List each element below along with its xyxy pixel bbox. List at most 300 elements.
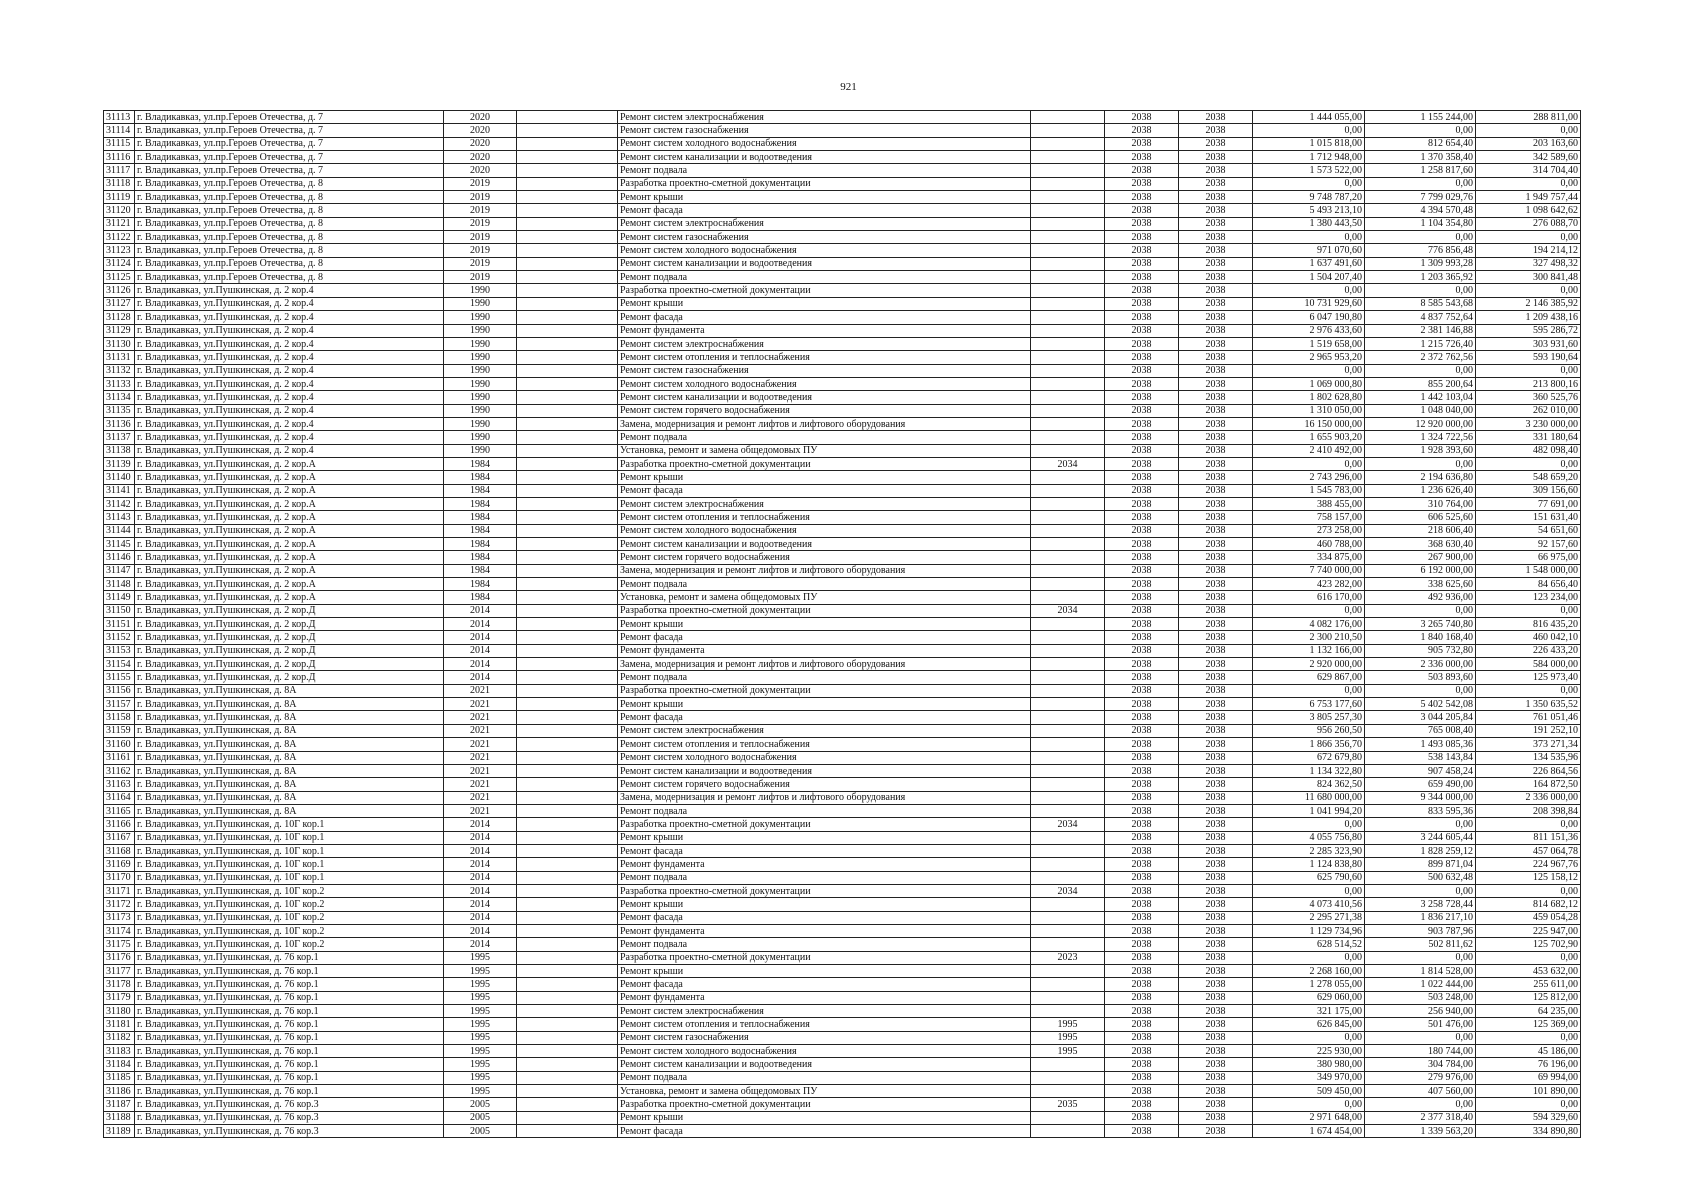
period-start-cell: 2038 bbox=[1105, 244, 1179, 257]
empty-cell bbox=[517, 484, 618, 497]
extra-year-cell bbox=[1031, 1111, 1105, 1124]
address-cell: г. Владикавказ, ул.Пушкинская, д. 2 кор.4 bbox=[135, 431, 444, 444]
extra-year-cell bbox=[1031, 271, 1105, 284]
amount-part-a-cell: 899 871,04 bbox=[1365, 858, 1476, 871]
period-start-cell: 2038 bbox=[1105, 1058, 1179, 1071]
amount-part-b-cell: 125 973,40 bbox=[1476, 671, 1581, 684]
year-cell: 1984 bbox=[444, 538, 517, 551]
address-cell: г. Владикавказ, ул.Пушкинская, д. 8А bbox=[135, 791, 444, 804]
table-row bbox=[104, 271, 1581, 284]
address-cell: г. Владикавказ, ул.пр.Героев Отечества, д. 7 bbox=[135, 164, 444, 177]
amount-total-cell: 0,00 bbox=[1253, 364, 1365, 377]
period-end-cell: 2038 bbox=[1179, 671, 1253, 684]
row-number-cell: 31176 bbox=[104, 951, 135, 964]
amount-part-a-cell: 492 936,00 bbox=[1365, 591, 1476, 604]
period-start-cell: 2038 bbox=[1105, 831, 1179, 844]
period-end-cell: 2038 bbox=[1179, 1045, 1253, 1058]
amount-total-cell: 672 679,80 bbox=[1253, 751, 1365, 764]
amount-part-b-cell: 84 656,40 bbox=[1476, 578, 1581, 591]
row-number-cell: 31186 bbox=[104, 1085, 135, 1098]
year-cell: 1990 bbox=[444, 311, 517, 324]
address-cell: г. Владикавказ, ул.Пушкинская, д. 8А bbox=[135, 724, 444, 737]
year-cell: 1995 bbox=[444, 1071, 517, 1084]
table-row bbox=[104, 1045, 1581, 1058]
extra-year-cell bbox=[1031, 711, 1105, 724]
year-cell: 1984 bbox=[444, 591, 517, 604]
work-type-cell: Разработка проектно-сметной документации bbox=[618, 604, 1031, 617]
period-start-cell: 2038 bbox=[1105, 111, 1179, 124]
address-cell: г. Владикавказ, ул.пр.Героев Отечества, д. 8 bbox=[135, 257, 444, 270]
amount-part-b-cell: 54 651,60 bbox=[1476, 524, 1581, 537]
amount-part-b-cell: 0,00 bbox=[1476, 951, 1581, 964]
amount-part-b-cell: 2 336 000,00 bbox=[1476, 791, 1581, 804]
table-row bbox=[104, 484, 1581, 497]
period-end-cell: 2038 bbox=[1179, 444, 1253, 457]
extra-year-cell bbox=[1031, 965, 1105, 978]
period-end-cell: 2038 bbox=[1179, 297, 1253, 310]
work-type-cell: Ремонт систем горячего водоснабжения bbox=[618, 404, 1031, 417]
extra-year-cell bbox=[1031, 631, 1105, 644]
amount-part-b-cell: 213 800,16 bbox=[1476, 377, 1581, 390]
amount-total-cell: 2 268 160,00 bbox=[1253, 965, 1365, 978]
amount-part-a-cell: 3 244 605,44 bbox=[1365, 831, 1476, 844]
amount-total-cell: 334 875,00 bbox=[1253, 551, 1365, 564]
period-end-cell: 2038 bbox=[1179, 778, 1253, 791]
year-cell: 1984 bbox=[444, 497, 517, 510]
amount-total-cell: 460 788,00 bbox=[1253, 538, 1365, 551]
amount-part-b-cell: 1 949 757,44 bbox=[1476, 191, 1581, 204]
extra-year-cell: 1995 bbox=[1031, 1018, 1105, 1031]
period-end-cell: 2038 bbox=[1179, 858, 1253, 871]
amount-part-b-cell: 303 931,60 bbox=[1476, 337, 1581, 350]
amount-part-a-cell: 1 370 358,40 bbox=[1365, 151, 1476, 164]
amount-part-a-cell: 4 394 570,48 bbox=[1365, 204, 1476, 217]
table-row bbox=[104, 151, 1581, 164]
address-cell: г. Владикавказ, ул.Пушкинская, д. 76 кор.1 bbox=[135, 978, 444, 991]
address-cell: г. Владикавказ, ул.Пушкинская, д. 8А bbox=[135, 711, 444, 724]
address-cell: г. Владикавказ, ул.Пушкинская, д. 10Г кор.1 bbox=[135, 818, 444, 831]
amount-part-b-cell: 482 098,40 bbox=[1476, 444, 1581, 457]
amount-part-b-cell: 203 163,60 bbox=[1476, 137, 1581, 150]
table-row bbox=[104, 417, 1581, 430]
empty-cell bbox=[517, 311, 618, 324]
amount-part-a-cell: 1 048 040,00 bbox=[1365, 404, 1476, 417]
table-row bbox=[104, 244, 1581, 257]
amount-part-a-cell: 304 784,00 bbox=[1365, 1058, 1476, 1071]
year-cell: 2005 bbox=[444, 1111, 517, 1124]
amount-part-b-cell: 191 252,10 bbox=[1476, 724, 1581, 737]
address-cell: г. Владикавказ, ул.пр.Героев Отечества, д. 8 bbox=[135, 217, 444, 230]
empty-cell bbox=[517, 177, 618, 190]
year-cell: 2019 bbox=[444, 257, 517, 270]
empty-cell bbox=[517, 204, 618, 217]
table-row bbox=[104, 751, 1581, 764]
period-start-cell: 2038 bbox=[1105, 644, 1179, 657]
amount-total-cell: 2 976 433,60 bbox=[1253, 324, 1365, 337]
year-cell: 2014 bbox=[444, 924, 517, 937]
period-start-cell: 2038 bbox=[1105, 751, 1179, 764]
period-start-cell: 2038 bbox=[1105, 524, 1179, 537]
row-number-cell: 31160 bbox=[104, 738, 135, 751]
amount-total-cell: 0,00 bbox=[1253, 818, 1365, 831]
table-row bbox=[104, 764, 1581, 777]
extra-year-cell bbox=[1031, 337, 1105, 350]
amount-part-b-cell: 66 975,00 bbox=[1476, 551, 1581, 564]
row-number-cell: 31136 bbox=[104, 417, 135, 430]
period-end-cell: 2038 bbox=[1179, 831, 1253, 844]
empty-cell bbox=[517, 644, 618, 657]
extra-year-cell bbox=[1031, 137, 1105, 150]
row-number-cell: 31181 bbox=[104, 1018, 135, 1031]
empty-cell bbox=[517, 844, 618, 857]
year-cell: 2014 bbox=[444, 898, 517, 911]
table-row bbox=[104, 217, 1581, 230]
amount-part-a-cell: 855 200,64 bbox=[1365, 377, 1476, 390]
work-type-cell: Разработка проектно-сметной документации bbox=[618, 884, 1031, 897]
year-cell: 2005 bbox=[444, 1098, 517, 1111]
period-start-cell: 2038 bbox=[1105, 324, 1179, 337]
amount-total-cell: 0,00 bbox=[1253, 457, 1365, 470]
amount-part-b-cell: 300 841,48 bbox=[1476, 271, 1581, 284]
work-type-cell: Ремонт фундамента bbox=[618, 858, 1031, 871]
amount-total-cell: 2 743 296,00 bbox=[1253, 471, 1365, 484]
year-cell: 2019 bbox=[444, 217, 517, 230]
amount-part-a-cell: 267 900,00 bbox=[1365, 551, 1476, 564]
period-start-cell: 2038 bbox=[1105, 978, 1179, 991]
amount-part-b-cell: 1 098 642,62 bbox=[1476, 204, 1581, 217]
extra-year-cell bbox=[1031, 898, 1105, 911]
work-type-cell: Ремонт фасада bbox=[618, 978, 1031, 991]
amount-part-b-cell: 595 286,72 bbox=[1476, 324, 1581, 337]
row-number-cell: 31121 bbox=[104, 217, 135, 230]
amount-total-cell: 0,00 bbox=[1253, 684, 1365, 697]
extra-year-cell bbox=[1031, 1058, 1105, 1071]
table-row bbox=[104, 457, 1581, 470]
amount-part-b-cell: 151 631,40 bbox=[1476, 511, 1581, 524]
empty-cell bbox=[517, 738, 618, 751]
row-number-cell: 31177 bbox=[104, 965, 135, 978]
amount-part-b-cell: 69 994,00 bbox=[1476, 1071, 1581, 1084]
amount-total-cell: 1 069 000,80 bbox=[1253, 377, 1365, 390]
amount-part-b-cell: 2 146 385,92 bbox=[1476, 297, 1581, 310]
period-end-cell: 2038 bbox=[1179, 591, 1253, 604]
amount-part-a-cell: 1 324 722,56 bbox=[1365, 431, 1476, 444]
empty-cell bbox=[517, 471, 618, 484]
period-start-cell: 2038 bbox=[1105, 618, 1179, 631]
table-row bbox=[104, 1071, 1581, 1084]
amount-total-cell: 629 060,00 bbox=[1253, 991, 1365, 1004]
period-start-cell: 2038 bbox=[1105, 844, 1179, 857]
row-number-cell: 31150 bbox=[104, 604, 135, 617]
work-type-cell: Ремонт систем электроснабжения bbox=[618, 111, 1031, 124]
amount-part-b-cell: 816 435,20 bbox=[1476, 618, 1581, 631]
amount-part-b-cell: 224 967,76 bbox=[1476, 858, 1581, 871]
work-type-cell: Установка, ремонт и замена общедомовых ПУ bbox=[618, 591, 1031, 604]
year-cell: 2021 bbox=[444, 684, 517, 697]
amount-total-cell: 1 573 522,00 bbox=[1253, 164, 1365, 177]
year-cell: 2014 bbox=[444, 658, 517, 671]
table-row bbox=[104, 164, 1581, 177]
period-end-cell: 2038 bbox=[1179, 151, 1253, 164]
amount-total-cell: 2 965 953,20 bbox=[1253, 351, 1365, 364]
amount-part-b-cell: 548 659,20 bbox=[1476, 471, 1581, 484]
year-cell: 1995 bbox=[444, 1005, 517, 1018]
extra-year-cell bbox=[1031, 551, 1105, 564]
extra-year-cell bbox=[1031, 484, 1105, 497]
address-cell: г. Владикавказ, ул.Пушкинская, д. 2 кор.4 bbox=[135, 364, 444, 377]
table-row bbox=[104, 137, 1581, 150]
row-number-cell: 31179 bbox=[104, 991, 135, 1004]
period-start-cell: 2038 bbox=[1105, 297, 1179, 310]
extra-year-cell bbox=[1031, 257, 1105, 270]
amount-total-cell: 0,00 bbox=[1253, 124, 1365, 137]
empty-cell bbox=[517, 511, 618, 524]
period-end-cell: 2038 bbox=[1179, 924, 1253, 937]
work-type-cell: Ремонт подвала bbox=[618, 271, 1031, 284]
table-row bbox=[104, 578, 1581, 591]
work-type-cell: Ремонт систем электроснабжения bbox=[618, 1005, 1031, 1018]
amount-part-b-cell: 594 329,60 bbox=[1476, 1111, 1581, 1124]
period-end-cell: 2038 bbox=[1179, 324, 1253, 337]
table-row bbox=[104, 524, 1581, 537]
period-end-cell: 2038 bbox=[1179, 618, 1253, 631]
amount-part-a-cell: 1 022 444,00 bbox=[1365, 978, 1476, 991]
empty-cell bbox=[517, 631, 618, 644]
amount-part-b-cell: 125 158,12 bbox=[1476, 871, 1581, 884]
work-type-cell: Замена, модернизация и ремонт лифтов и лифтового оборудования bbox=[618, 791, 1031, 804]
row-number-cell: 31157 bbox=[104, 698, 135, 711]
period-start-cell: 2038 bbox=[1105, 137, 1179, 150]
row-number-cell: 31116 bbox=[104, 151, 135, 164]
work-type-cell: Ремонт систем канализации и водоотведения bbox=[618, 151, 1031, 164]
address-cell: г. Владикавказ, ул.пр.Героев Отечества, д. 8 bbox=[135, 191, 444, 204]
amount-part-b-cell: 255 611,00 bbox=[1476, 978, 1581, 991]
address-cell: г. Владикавказ, ул.Пушкинская, д. 2 кор.Д bbox=[135, 618, 444, 631]
extra-year-cell bbox=[1031, 831, 1105, 844]
empty-cell bbox=[517, 324, 618, 337]
work-type-cell: Ремонт крыши bbox=[618, 471, 1031, 484]
address-cell: г. Владикавказ, ул.Пушкинская, д. 8А bbox=[135, 764, 444, 777]
amount-part-a-cell: 5 402 542,08 bbox=[1365, 698, 1476, 711]
amount-part-a-cell: 1 339 563,20 bbox=[1365, 1125, 1476, 1138]
amount-part-b-cell: 226 433,20 bbox=[1476, 644, 1581, 657]
year-cell: 2021 bbox=[444, 804, 517, 817]
row-number-cell: 31152 bbox=[104, 631, 135, 644]
work-type-cell: Ремонт фасада bbox=[618, 204, 1031, 217]
address-cell: г. Владикавказ, ул.Пушкинская, д. 76 кор.1 bbox=[135, 1071, 444, 1084]
amount-total-cell: 1 655 903,20 bbox=[1253, 431, 1365, 444]
work-type-cell: Ремонт фундамента bbox=[618, 924, 1031, 937]
table-row bbox=[104, 791, 1581, 804]
amount-part-a-cell: 502 811,62 bbox=[1365, 938, 1476, 951]
page-number: 921 bbox=[840, 81, 857, 93]
year-cell: 1995 bbox=[444, 978, 517, 991]
address-cell: г. Владикавказ, ул.Пушкинская, д. 76 кор.1 bbox=[135, 1031, 444, 1044]
empty-cell bbox=[517, 337, 618, 350]
period-end-cell: 2038 bbox=[1179, 457, 1253, 470]
year-cell: 1984 bbox=[444, 551, 517, 564]
table-body bbox=[104, 111, 1581, 1138]
table-row bbox=[104, 191, 1581, 204]
address-cell: г. Владикавказ, ул.Пушкинская, д. 2 кор.А bbox=[135, 578, 444, 591]
table-row bbox=[104, 1058, 1581, 1071]
period-start-cell: 2038 bbox=[1105, 1098, 1179, 1111]
amount-total-cell: 2 971 648,00 bbox=[1253, 1111, 1365, 1124]
period-end-cell: 2038 bbox=[1179, 578, 1253, 591]
extra-year-cell bbox=[1031, 858, 1105, 871]
period-start-cell: 2038 bbox=[1105, 417, 1179, 430]
row-number-cell: 31113 bbox=[104, 111, 135, 124]
empty-cell bbox=[517, 351, 618, 364]
address-cell: г. Владикавказ, ул.Пушкинская, д. 2 кор.4 bbox=[135, 417, 444, 430]
year-cell: 2019 bbox=[444, 244, 517, 257]
year-cell: 2014 bbox=[444, 644, 517, 657]
amount-part-b-cell: 360 525,76 bbox=[1476, 391, 1581, 404]
row-number-cell: 31139 bbox=[104, 457, 135, 470]
amount-part-b-cell: 288 811,00 bbox=[1476, 111, 1581, 124]
table-row bbox=[104, 511, 1581, 524]
extra-year-cell bbox=[1031, 738, 1105, 751]
period-end-cell: 2038 bbox=[1179, 738, 1253, 751]
row-number-cell: 31170 bbox=[104, 871, 135, 884]
extra-year-cell bbox=[1031, 564, 1105, 577]
address-cell: г. Владикавказ, ул.Пушкинская, д. 2 кор.Д bbox=[135, 671, 444, 684]
table-row bbox=[104, 1005, 1581, 1018]
empty-cell bbox=[517, 991, 618, 1004]
address-cell: г. Владикавказ, ул.Пушкинская, д. 8А bbox=[135, 751, 444, 764]
period-start-cell: 2038 bbox=[1105, 471, 1179, 484]
empty-cell bbox=[517, 764, 618, 777]
amount-total-cell: 423 282,00 bbox=[1253, 578, 1365, 591]
amount-total-cell: 1 712 948,00 bbox=[1253, 151, 1365, 164]
amount-part-a-cell: 2 381 146,88 bbox=[1365, 324, 1476, 337]
table-row bbox=[104, 684, 1581, 697]
amount-part-b-cell: 0,00 bbox=[1476, 457, 1581, 470]
table-row bbox=[104, 591, 1581, 604]
amount-part-a-cell: 1 814 528,00 bbox=[1365, 965, 1476, 978]
amount-part-a-cell: 218 606,40 bbox=[1365, 524, 1476, 537]
amount-part-b-cell: 208 398,84 bbox=[1476, 804, 1581, 817]
work-type-cell: Ремонт систем холодного водоснабжения bbox=[618, 1045, 1031, 1058]
period-end-cell: 2038 bbox=[1179, 1125, 1253, 1138]
extra-year-cell bbox=[1031, 311, 1105, 324]
year-cell: 2019 bbox=[444, 177, 517, 190]
table-row bbox=[104, 631, 1581, 644]
table-row bbox=[104, 1098, 1581, 1111]
extra-year-cell bbox=[1031, 1125, 1105, 1138]
period-start-cell: 2038 bbox=[1105, 591, 1179, 604]
address-cell: г. Владикавказ, ул.Пушкинская, д. 10Г кор.1 bbox=[135, 871, 444, 884]
amount-total-cell: 1 866 356,70 bbox=[1253, 738, 1365, 751]
period-end-cell: 2038 bbox=[1179, 564, 1253, 577]
amount-total-cell: 0,00 bbox=[1253, 231, 1365, 244]
empty-cell bbox=[517, 377, 618, 390]
row-number-cell: 31148 bbox=[104, 578, 135, 591]
period-end-cell: 2038 bbox=[1179, 204, 1253, 217]
amount-total-cell: 509 450,00 bbox=[1253, 1085, 1365, 1098]
extra-year-cell bbox=[1031, 991, 1105, 1004]
extra-year-cell bbox=[1031, 444, 1105, 457]
amount-part-b-cell: 0,00 bbox=[1476, 1098, 1581, 1111]
empty-cell bbox=[517, 684, 618, 697]
amount-part-a-cell: 905 732,80 bbox=[1365, 644, 1476, 657]
amount-part-a-cell: 833 595,36 bbox=[1365, 804, 1476, 817]
amount-part-a-cell: 1 442 103,04 bbox=[1365, 391, 1476, 404]
amount-part-b-cell: 262 010,00 bbox=[1476, 404, 1581, 417]
amount-part-b-cell: 194 214,12 bbox=[1476, 244, 1581, 257]
amount-total-cell: 824 362,50 bbox=[1253, 778, 1365, 791]
amount-part-b-cell: 1 209 438,16 bbox=[1476, 311, 1581, 324]
address-cell: г. Владикавказ, ул.Пушкинская, д. 8А bbox=[135, 698, 444, 711]
empty-cell bbox=[517, 257, 618, 270]
amount-total-cell: 625 790,60 bbox=[1253, 871, 1365, 884]
extra-year-cell bbox=[1031, 511, 1105, 524]
row-number-cell: 31171 bbox=[104, 884, 135, 897]
year-cell: 1995 bbox=[444, 1045, 517, 1058]
period-start-cell: 2038 bbox=[1105, 698, 1179, 711]
empty-cell bbox=[517, 1071, 618, 1084]
amount-part-a-cell: 812 654,40 bbox=[1365, 137, 1476, 150]
empty-cell bbox=[517, 1085, 618, 1098]
table-row bbox=[104, 778, 1581, 791]
empty-cell bbox=[517, 164, 618, 177]
period-start-cell: 2038 bbox=[1105, 1125, 1179, 1138]
year-cell: 2021 bbox=[444, 724, 517, 737]
period-start-cell: 2038 bbox=[1105, 898, 1179, 911]
extra-year-cell: 2023 bbox=[1031, 951, 1105, 964]
amount-total-cell: 1 041 994,20 bbox=[1253, 804, 1365, 817]
work-type-cell: Ремонт крыши bbox=[618, 898, 1031, 911]
year-cell: 2019 bbox=[444, 204, 517, 217]
table-row bbox=[104, 551, 1581, 564]
row-number-cell: 31117 bbox=[104, 164, 135, 177]
address-cell: г. Владикавказ, ул.пр.Героев Отечества, д. 7 bbox=[135, 137, 444, 150]
work-type-cell: Ремонт систем холодного водоснабжения bbox=[618, 137, 1031, 150]
address-cell: г. Владикавказ, ул.Пушкинская, д. 10Г кор.2 bbox=[135, 884, 444, 897]
amount-total-cell: 0,00 bbox=[1253, 1098, 1365, 1111]
address-cell: г. Владикавказ, ул.Пушкинская, д. 8А bbox=[135, 738, 444, 751]
work-type-cell: Ремонт систем отопления и теплоснабжения bbox=[618, 351, 1031, 364]
year-cell: 2014 bbox=[444, 871, 517, 884]
amount-total-cell: 956 260,50 bbox=[1253, 724, 1365, 737]
empty-cell bbox=[517, 1058, 618, 1071]
row-number-cell: 31159 bbox=[104, 724, 135, 737]
period-start-cell: 2038 bbox=[1105, 911, 1179, 924]
table-row bbox=[104, 231, 1581, 244]
table-row bbox=[104, 1125, 1581, 1138]
empty-cell bbox=[517, 364, 618, 377]
work-type-cell: Разработка проектно-сметной документации bbox=[618, 951, 1031, 964]
data-table bbox=[103, 110, 1581, 1138]
empty-cell bbox=[517, 978, 618, 991]
period-end-cell: 2038 bbox=[1179, 791, 1253, 804]
address-cell: г. Владикавказ, ул.Пушкинская, д. 2 кор.А bbox=[135, 551, 444, 564]
empty-cell bbox=[517, 391, 618, 404]
amount-part-a-cell: 503 893,60 bbox=[1365, 671, 1476, 684]
empty-cell bbox=[517, 524, 618, 537]
extra-year-cell bbox=[1031, 244, 1105, 257]
empty-cell bbox=[517, 791, 618, 804]
year-cell: 1995 bbox=[444, 1018, 517, 1031]
address-cell: г. Владикавказ, ул.пр.Героев Отечества, д. 8 bbox=[135, 271, 444, 284]
amount-total-cell: 2 295 271,38 bbox=[1253, 911, 1365, 924]
period-start-cell: 2038 bbox=[1105, 924, 1179, 937]
year-cell: 1990 bbox=[444, 324, 517, 337]
amount-total-cell: 10 731 929,60 bbox=[1253, 297, 1365, 310]
address-cell: г. Владикавказ, ул.Пушкинская, д. 76 кор.1 bbox=[135, 1005, 444, 1018]
amount-part-a-cell: 4 837 752,64 bbox=[1365, 311, 1476, 324]
empty-cell bbox=[517, 1111, 618, 1124]
